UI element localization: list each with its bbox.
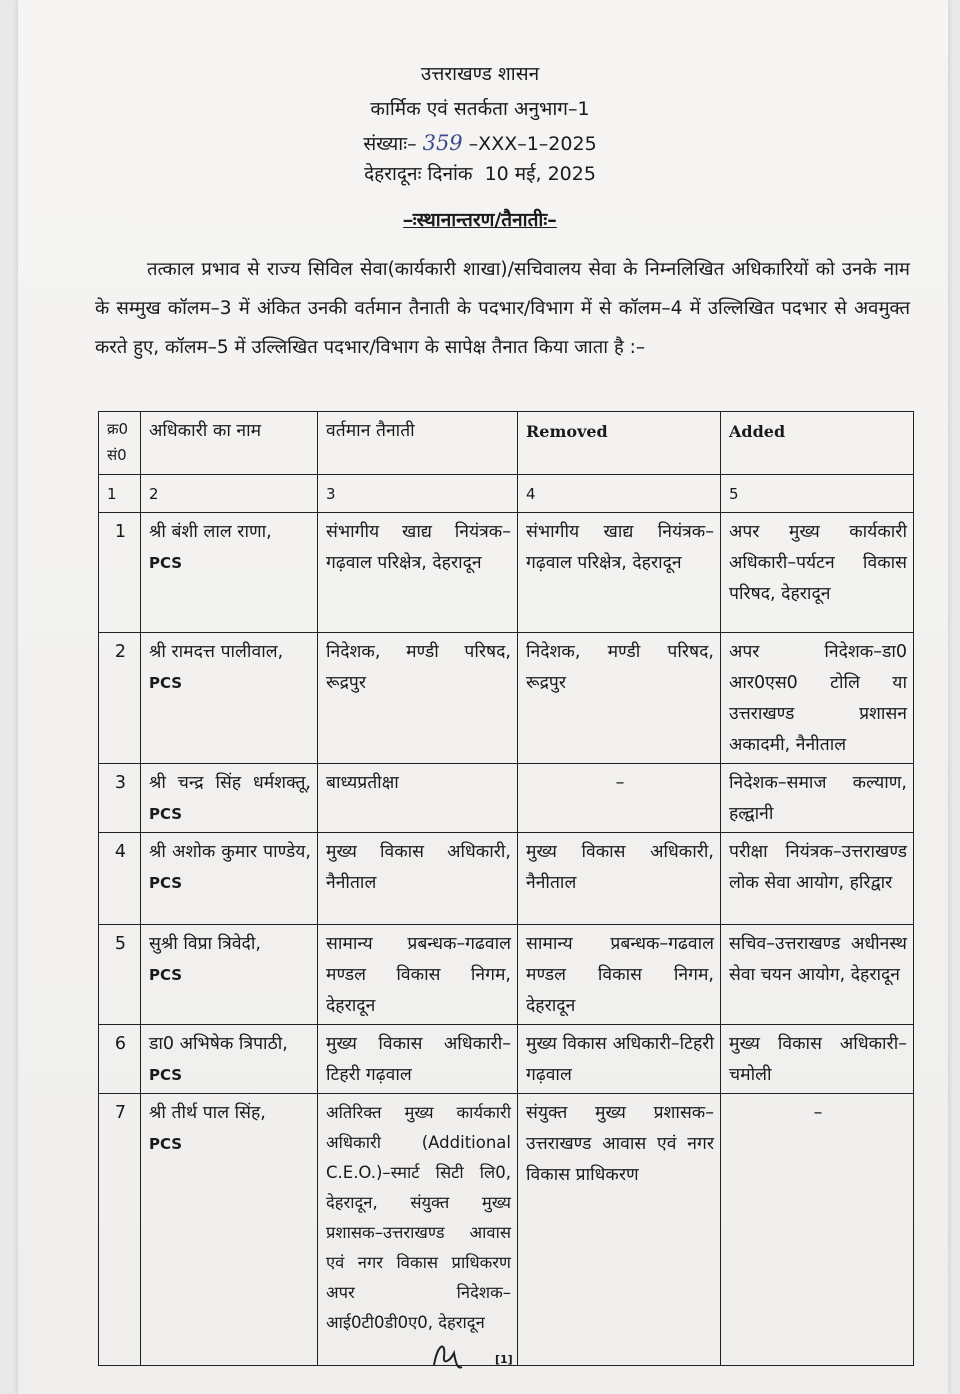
row-current-posting: संभागीय खाद्य नियंत्रक–गढ़वाल परिक्षेत्र, देहरादून	[318, 513, 518, 633]
column-number: 5	[721, 475, 914, 513]
row-current-posting: मुख्य विकास अधिकारी, नैनीताल	[318, 833, 518, 925]
row-officer	[141, 764, 318, 833]
row-serial: 5	[99, 925, 141, 1025]
order-number-handwritten: 359	[422, 131, 463, 155]
column-number: 4	[518, 475, 721, 513]
row-removed: सामान्य प्रबन्धक–गढवाल मण्डल विकास निगम, देहरादून	[518, 925, 721, 1025]
officer-cadre: PCS	[149, 966, 183, 984]
table-row	[99, 833, 914, 925]
officer-cadre: PCS	[149, 1066, 183, 1084]
row-added: निदेशक–समाज कल्याण, हल्द्वानी	[721, 764, 914, 833]
column-number: 2	[141, 475, 318, 513]
page-number: [1]	[495, 1353, 513, 1366]
order-number	[0, 130, 960, 156]
row-serial: 7	[99, 1094, 141, 1366]
government-name: उत्तराखण्ड शासन	[420, 63, 540, 85]
row-added: मुख्य विकास अधिकारी–चमोली	[721, 1025, 914, 1094]
order-number-suffix: –XXX–1–2025	[468, 133, 597, 155]
order-number-prefix: संख्याः–	[363, 133, 417, 155]
header-current-posting: वर्तमान तैनाती	[318, 412, 518, 475]
row-removed: –	[518, 764, 721, 833]
row-serial: 4	[99, 833, 141, 925]
officer-name: श्री तीर्थ पाल सिंह,	[149, 1103, 266, 1123]
table-column-number-row	[99, 475, 914, 513]
row-serial: 1	[99, 513, 141, 633]
table-row	[99, 925, 914, 1025]
table-row	[99, 764, 914, 833]
row-added: अपर निदेशक–डा0 आर0एस0 टोलि या उत्तराखण्ड प्रशासन अकादमी, नैनीताल	[721, 633, 914, 764]
order-paragraph: तत्काल प्रभाव से राज्य सिविल सेवा(कार्यकारी शाखा)/सचिवालय सेवा के निम्नलिखित अधिकारियों को उनके नाम के सम्मुख कॉलम–3 में अंकित उनकी वर्तमान तैनाती के पदभार/विभाग में से कॉलम–4 में उल्लिखित पदभार से अवमुक्त करते हुए, कॉलम–5 में उल्लिखित पदभार/विभाग के सापेक्ष तैनात किया जाता है :–	[95, 259, 910, 358]
transfer-table	[98, 411, 914, 1366]
row-officer	[141, 925, 318, 1025]
officer-name: श्री अशोक कुमार पाण्डेय,	[149, 842, 311, 862]
table-row	[99, 1094, 914, 1366]
column-number: 1	[99, 475, 141, 513]
table-row	[99, 1025, 914, 1094]
order-subject-text: –ःस्थानान्तरण/तैनातीः–	[403, 209, 557, 231]
officer-name: श्री चन्द्र सिंह धर्मशक्तू,	[149, 773, 311, 793]
officer-cadre: PCS	[149, 874, 183, 892]
header-added: Added	[721, 412, 914, 475]
row-removed: निदेशक, मण्डी परिषद, रूद्रपुर	[518, 633, 721, 764]
order-date: देहरादूनः दिनांक 10 मई, 2025	[364, 163, 596, 185]
row-removed: मुख्य विकास अधिकारी–टिहरी गढ़वाल	[518, 1025, 721, 1094]
table-row	[99, 633, 914, 764]
row-added: अपर मुख्य कार्यकारी अधिकारी–पर्यटन विकास परिषद, देहरादून	[721, 513, 914, 633]
row-removed: संयुक्त मुख्य प्रशासक–उत्तराखण्ड आवास एवं नगर विकास प्राधिकरण	[518, 1094, 721, 1366]
row-officer	[141, 1094, 318, 1366]
department-name: कार्मिक एवं सतर्कता अनुभाग–1	[370, 98, 590, 120]
row-current-posting: सामान्य प्रबन्धक–गढवाल मण्डल विकास निगम, देहरादून	[318, 925, 518, 1025]
row-officer	[141, 633, 318, 764]
officer-name: श्री रामदत्त पालीवाल,	[149, 642, 284, 662]
row-added: सचिव–उत्तराखण्ड अधीनस्थ सेवा चयन आयोग, देहरादून	[721, 925, 914, 1025]
row-current-posting: बाध्यप्रतीक्षा	[318, 764, 518, 833]
header-officer-name: अधिकारी का नाम	[141, 412, 318, 475]
officer-cadre: PCS	[149, 1135, 183, 1153]
row-officer	[141, 513, 318, 633]
signature-mark	[428, 1335, 468, 1375]
officer-cadre: PCS	[149, 805, 183, 823]
officer-name: डा0 अभिषेक त्रिपाठी,	[149, 1034, 288, 1054]
row-serial: 2	[99, 633, 141, 764]
header-removed: Removed	[518, 412, 721, 475]
row-removed: संभागीय खाद्य नियंत्रक–गढ़वाल परिक्षेत्र, देहरादून	[518, 513, 721, 633]
row-current-posting: मुख्य विकास अधिकारी–टिहरी गढ़वाल	[318, 1025, 518, 1094]
row-added: –	[721, 1094, 914, 1366]
officer-name: सुश्री विप्रा त्रिवेदी,	[149, 934, 261, 954]
row-officer	[141, 833, 318, 925]
row-serial: 6	[99, 1025, 141, 1094]
header-serial: क्र0 सं0	[99, 412, 141, 475]
row-current-posting: निदेशक, मण्डी परिषद, रूद्रपुर	[318, 633, 518, 764]
table-row	[99, 513, 914, 633]
row-serial: 3	[99, 764, 141, 833]
row-added: परीक्षा नियंत्रक–उत्तराखण्ड लोक सेवा आयोग, हरिद्वार	[721, 833, 914, 925]
officer-name: श्री बंशी लाल राणा,	[149, 522, 272, 542]
officer-cadre: PCS	[149, 554, 183, 572]
table-header-row	[99, 412, 914, 475]
row-current-posting: अतिरिक्त मुख्य कार्यकारी अधिकारी (Additional C.E.O.)–स्मार्ट सिटी लि0, देहरादून, संयुक्त मुख्य प्रशासक–उत्तराखण्ड आवास एवं नगर विकास प्राधिकरण अपर निदेशक–आई0टी0डी0ए0, देहरादून	[318, 1094, 518, 1366]
column-number: 3	[318, 475, 518, 513]
officer-cadre: PCS	[149, 674, 183, 692]
row-officer	[141, 1025, 318, 1094]
order-subject	[0, 206, 960, 232]
row-removed: मुख्य विकास अधिकारी, नैनीताल	[518, 833, 721, 925]
